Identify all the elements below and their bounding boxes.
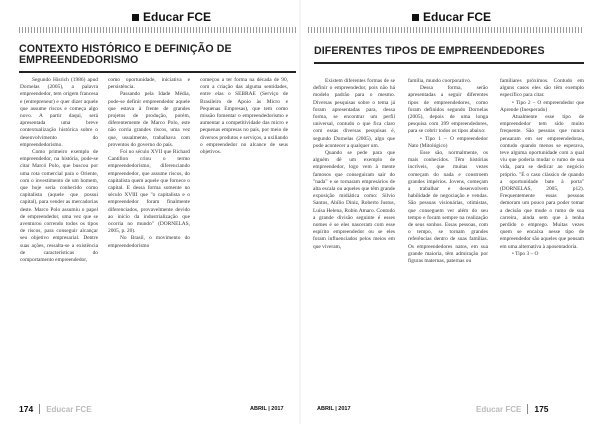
paragraph: como oportunidade, iniciativa e persistência.: [108, 77, 190, 91]
right-page: [300, 0, 600, 424]
header-stripe: [19, 27, 296, 33]
issue-date: ABRIL | 2017: [250, 406, 284, 412]
brand-name: Educar FCE: [423, 10, 492, 24]
header-stripe: [308, 27, 584, 33]
footer-divider: [527, 404, 528, 414]
brand-header: [412, 10, 491, 24]
brand-name: Educar FCE: [143, 10, 212, 24]
section-title: DIFERENTES TIPOS DE EMPREENDEDORES: [314, 45, 545, 57]
paragraph: Passando pela Idade Média, pode-se definir empreendedor aquele que estava à frente de grandes projetos de produção, porém, diferentemente de Marco Polo, este não corria grandes riscos, uma vez que, usualmente, trabalhava com proventos do governo do país.: [108, 91, 190, 148]
brand-header: [132, 10, 211, 24]
page-number: 174: [19, 404, 34, 414]
paragraph: Existem diferentes formas de se definir o empreendedor, pois não há modelo padrão para o mesmo. Diversas pesquisas sobre o tema já foram apresentadas para, dessa forma, se encontrar um perfil universal, contudo o que fica claro com essas diversas pesquisas é, segundo Dornelas (2005), algo que pode acontecer a qualquer um.: [313, 78, 395, 149]
text-column: [313, 78, 395, 251]
paragraph: • Tipo 3 – O: [512, 250, 539, 257]
brand-square-icon: [412, 14, 419, 21]
paragraph: Quando se pede para que alguém dê um exemplo de empreendedor, logo vem à mente famosos que conseguiram sair do "nada" e se tornaram empresários de alta escala ou aqueles que têm grande exposição midiática como: Silvio Santos, Abílio Diniz, Roberto Justus, Luísa Helena, Robin Amaro. Contudo a grande divisão seguinte é esses nomes é se eles nasceram com esse espírito empreendedor ou se eles foram influenciados pelos meios em que viveram,: [313, 150, 395, 250]
title-underline: [19, 71, 296, 73]
paragraph: • Tipo 2 – O empreendedor que Aprende (Inesperado): [500, 99, 584, 113]
paragraph: • Tipo 1 – O empreendedor Nato (Mitológico): [408, 135, 488, 149]
paragraph: No Brasil, o movimento do empreendedorismo: [108, 235, 190, 249]
footer-brand: Educar FCE: [46, 404, 92, 414]
page-footer: [19, 404, 92, 414]
page-footer: [476, 404, 549, 414]
paragraph: Atualmente esse tipo de empreendedor tem sido muito frequente. São pessoas que nunca pensaram em ser empreendedoras, contudo quando menos se esperava, teve alguma oportunidade com a qual viu que poderia mudar o rumo de sua vida, para se dedicar ao negócio próprio. "É o caso clássico de quando a oportunidade bate à porta" (DORNELAS, 2005, p12). Frequentemente essas pessoas demoram um pouco para poder tomar a decisão que mude o rumo de sua carreira, ainda sem que à tenha perdido o emprego. Muitas vezes quem se encaixa nesse tipo de empreendedor são aqueles que pensam em uma alternativa à aposentadoria.: [500, 114, 584, 250]
paragraph: começou a ter forma na década de 90, com a criação das alguma sentidades, entre elas o SEBRAE (Serviço de Brasileiro de Apoio às Micro e Pequenas Empresas), que tem como missão fomentar o empreendedorismo e aumentar a competitividade das micro e pequenas empresas no país, por meio de diversos produtos e serviços, a uxiliando o empreendedor no alcance de seus objetivos.: [200, 77, 288, 156]
text-column: [500, 78, 584, 258]
section-title: CONTEXTO HISTÓRICO E DEFINIÇÃO DE EMPREENDEDORISMO: [19, 43, 232, 66]
title-underline: [314, 62, 584, 64]
issue-date: ABRIL | 2017: [317, 406, 351, 412]
text-column: [108, 77, 190, 250]
paragraph: Foi no século XVII que Richard Cantillon criou o termo empreendedorismo, diferenciando empreendedor, que assume riscos, do capitalista quem aquele que fornece o capital. E dessa forma somente no século XVIII que "o capitalista e o empreendedor foram finalmente diferenciados, provavelmente devido ao início da industrialização que ocorria no mundo" (DORNELAS, 2005, p. 20).: [108, 149, 190, 235]
footer-divider: [39, 404, 40, 414]
text-column: [408, 78, 488, 265]
text-column: [200, 77, 288, 156]
paragraph: Como primeiro exemplo de empreendedor, na história, pode-se citar Marcó Polo, que buscou por uma rota comercial para o Oriente, com o investimento de um homem, que hoje seria conhecido como capitalista (aquele que possui capital), para vender as mercadorias deste. Marco Polo assumiu o papel de empreendedor, uma vez que se aventurou correndo todos os tipos de riscos, para conseguir alcançar seu objetivo empresarial. Dentre suas ações, ressalta-se a existência de características do comportamento empreendedor,: [20, 149, 98, 264]
paragraph: Dessa forma, serão apresentadas a seguir diferentes tipos de empreendedores, como foram definidos segundo Dornelas (2005), depois de uma longa pesquisa com 399 empreendedores, para se cobrir todos os tipos abaixo:: [408, 85, 488, 135]
paragraph: Esse são, normalmente, os mais conhecidos. Têm histórias incríveis, que muitas vezes começam do nada e constroem grandes impérios. Jovens, começam a trabalhar e desenvolvem habilidade de negociação e vendas. São pessoas visionárias, otimistas, que conseguem ver além do seu tempo e focam sempre na realização de seus sonhos. Essas pessoas, com o tempo, se tornam grandes referências dentro de suas famílias. Os empreendedores natos, em sua grande maioria, têm admiração por figuras maternas, paternas ou: [408, 150, 488, 265]
page-number: 175: [534, 404, 549, 414]
text-column: [20, 77, 98, 264]
brand-square-icon: [132, 14, 139, 21]
paragraph: Segundo Hisrich (1986) apud Dornelas (2005), a palavra empreendedor, tem origem francesa e (entrepreneur) e quer dizer aquele que assume riscos e começa algo novo. A partir daqui, será apresentada uma breve contextualização histórica sobre o desenvolvimento do empreendedorismo.: [20, 77, 98, 148]
paragraph: família, mundo coorporativo.: [408, 78, 472, 84]
footer-brand: Educar FCE: [476, 404, 522, 414]
paragraph: familiares próximos. Contudo em alguns casos eles são têm exemplo específico para citar.: [500, 78, 584, 99]
